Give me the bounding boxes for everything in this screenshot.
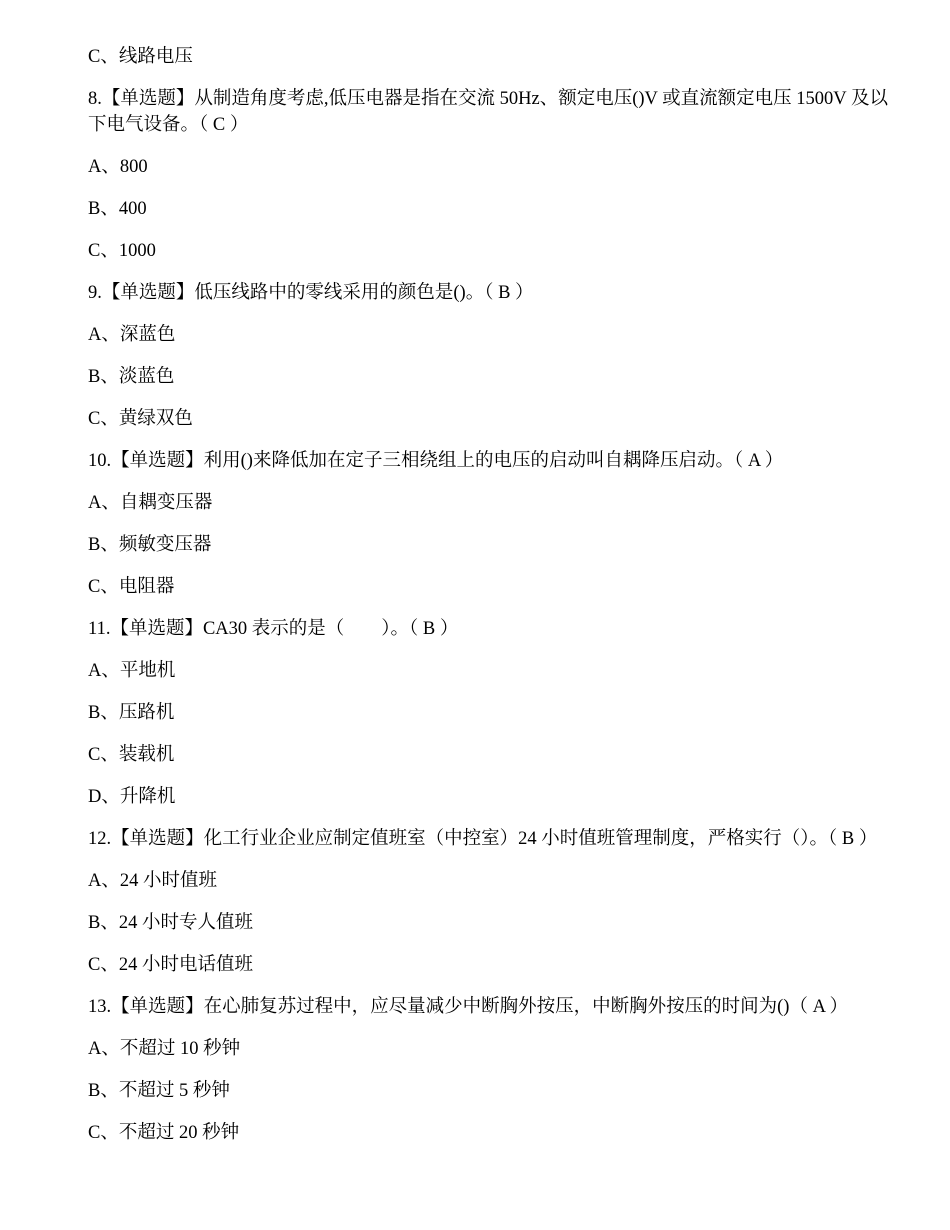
option-line: A、24 小时值班 bbox=[88, 871, 217, 891]
question-stem: 9.【单选题】低压线路中的零线采用的颜色是()。（ B ） bbox=[88, 283, 534, 303]
option-line: B、频敏变压器 bbox=[88, 535, 212, 555]
option-line: A、平地机 bbox=[88, 661, 176, 681]
question-stem: 10.【单选题】利用()来降低加在定子三相绕组上的电压的启动叫自耦降压启动。（ A ） bbox=[88, 451, 784, 471]
option-line: B、400 bbox=[88, 199, 147, 219]
question-stem: 11.【单选题】CA30 表示的是（ ）。（ B ） bbox=[88, 619, 459, 639]
option-line: B、压路机 bbox=[88, 703, 175, 723]
option-line: B、24 小时专人值班 bbox=[88, 913, 253, 933]
question-block bbox=[88, 280, 896, 432]
option-line: D、升降机 bbox=[88, 787, 176, 807]
option-line: C、1000 bbox=[88, 241, 156, 261]
question-block bbox=[88, 994, 896, 1146]
option-line: A、深蓝色 bbox=[88, 325, 176, 345]
question-block bbox=[88, 616, 896, 810]
question-list bbox=[88, 86, 896, 1146]
option-line: A、不超过 10 秒钟 bbox=[88, 1039, 241, 1059]
question-block bbox=[88, 826, 896, 978]
document-body bbox=[88, 44, 896, 1162]
option-line: B、不超过 5 秒钟 bbox=[88, 1081, 230, 1101]
option-line: C、24 小时电话值班 bbox=[88, 955, 253, 975]
option-line: C、黄绿双色 bbox=[88, 409, 193, 429]
question-stem: 12.【单选题】化工行业企业应制定值班室（中控室）24 小时值班管理制度，严格实行（）。（ B ） bbox=[88, 829, 878, 849]
question-block bbox=[88, 448, 896, 600]
option-line: B、淡蓝色 bbox=[88, 367, 175, 387]
option-line: C、线路电压 bbox=[88, 47, 193, 67]
question-block bbox=[88, 86, 896, 264]
option-line: C、电阻器 bbox=[88, 577, 175, 597]
question-stem: 13.【单选题】在心肺复苏过程中，应尽量减少中断胸外按压，中断胸外按压的时间为()（ A ） bbox=[88, 997, 849, 1017]
question-stem: 8.【单选题】从制造角度考虑,低压电器是指在交流 50Hz、额定电压()V 或直流额定电压 1500V 及以下电气设备。（ C ） bbox=[88, 89, 888, 135]
option-line: A、自耦变压器 bbox=[88, 493, 213, 513]
option-line: C、不超过 20 秒钟 bbox=[88, 1123, 240, 1143]
option-line: C、装载机 bbox=[88, 745, 175, 765]
option-line: A、800 bbox=[88, 157, 148, 177]
